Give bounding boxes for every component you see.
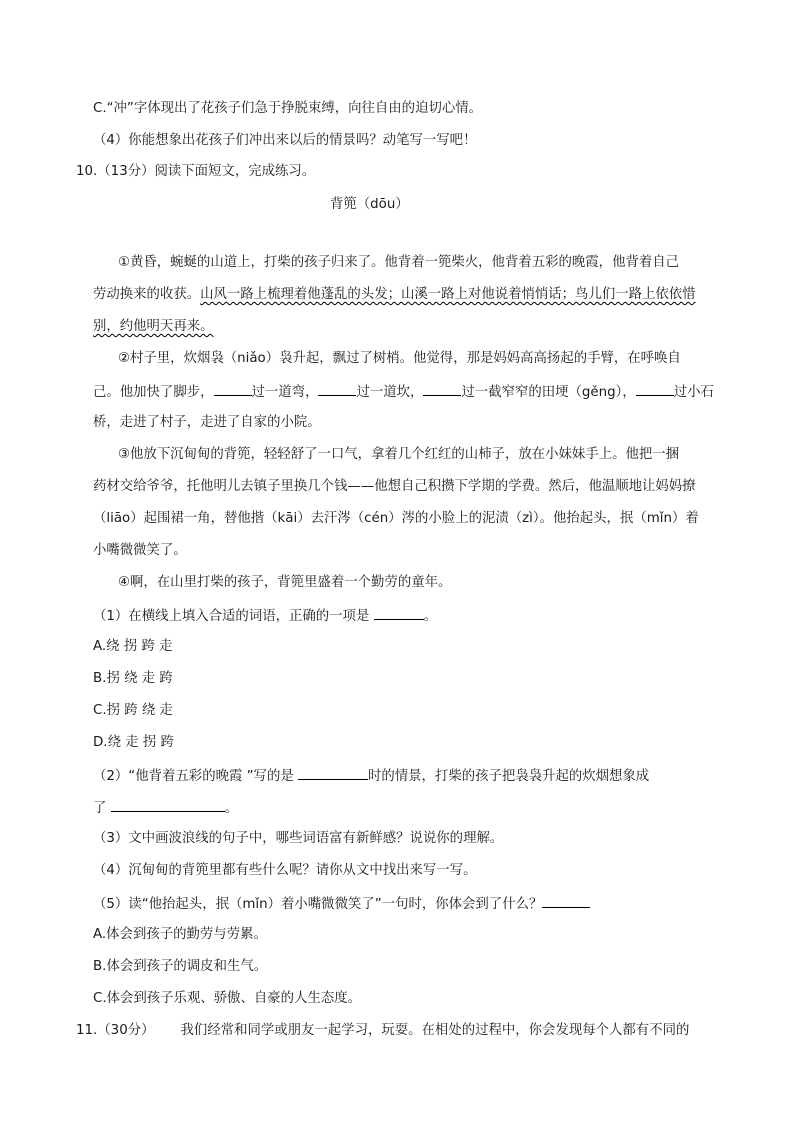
subquestion-2-line-2 bbox=[93, 798, 238, 818]
fill-blank-4[interactable] bbox=[636, 382, 674, 396]
q11-header bbox=[76, 1022, 689, 1040]
plain-text: （5）读“他抬起头，抿（mǐn）着小嘴微微笑了”一句时，你体会到了什么？ bbox=[93, 897, 543, 912]
q9-option-c: C.“冲”字体现出了花孩子们急于挣脱束缚，向往自由的迫切心情。 bbox=[93, 101, 483, 116]
q9-subquestion-4: （4）你能想象出花孩子们冲出来以后的情景吗？动笔写一写吧！ bbox=[93, 133, 477, 148]
answer-blank[interactable] bbox=[374, 606, 424, 620]
fill-blank-3[interactable] bbox=[423, 382, 461, 396]
plain-text: 。 bbox=[423, 609, 437, 624]
subquestion-1-option-d: D.绕 走 拐 跨 bbox=[93, 735, 174, 750]
fill-blank-1[interactable] bbox=[214, 382, 252, 396]
question-text: 我们经常和同学或朋友一起学习，玩耍。在相处的过程中，你会发现每个人都有不同的 bbox=[180, 1023, 690, 1038]
subquestion-2-line-1 bbox=[93, 766, 649, 786]
subquestion-1-option-c: C.拐 跨 绕 走 bbox=[93, 703, 173, 718]
question-instruction: 阅读下面短文，完成练习。 bbox=[154, 164, 316, 179]
plain-text: 时的情景，打柴的孩子把袅袅升起的炊烟想象成 bbox=[367, 769, 650, 784]
passage-paragraph-1-line-3 bbox=[93, 318, 214, 336]
subquestion-5-option-b: B.体会到孩子的调皮和生气。 bbox=[93, 959, 268, 974]
q10-header bbox=[76, 163, 315, 181]
plain-text: 。 bbox=[224, 801, 239, 816]
passage-paragraph-4: ④啊，在山里打柴的孩子，背篼里盛着一个勤劳的童年。 bbox=[118, 575, 452, 590]
subquestion-5-option-a: A.体会到孩子的勤劳与劳累。 bbox=[93, 927, 267, 942]
subquestion-5 bbox=[93, 894, 590, 914]
plain-text: 过一道弯， bbox=[251, 385, 319, 400]
fill-blank-2[interactable] bbox=[318, 382, 356, 396]
answer-blank[interactable] bbox=[111, 798, 225, 812]
plain-text: 劳动换来的收获。 bbox=[93, 287, 201, 302]
wavy-underlined-sentence: 山风一路上梳理着他蓬乱的头发；山溪一路上对他说着悄悄话；鸟儿们一路上依依惜 bbox=[200, 287, 696, 302]
subquestion-3: （3）文中画波浪线的句子中，哪些词语富有新鲜感？说说你的理解。 bbox=[93, 831, 504, 846]
answer-blank[interactable] bbox=[298, 766, 368, 780]
passage-paragraph-1-line-1: ①黄昏，蜿蜒的山道上，打柴的孩子归来了。他背着一篼柴火，他背着五彩的晚霞，他背着自己 bbox=[118, 255, 680, 270]
question-points: （13分） bbox=[97, 164, 155, 179]
subquestion-1 bbox=[93, 606, 437, 626]
plain-text: 过一截窄窄的田埂（gěng）， bbox=[461, 385, 636, 400]
wavy-underlined-sentence-end: 别，约他明天再来。 bbox=[93, 319, 214, 334]
passage-paragraph-3-line-2: 药材交给爷爷，托他明儿去镇子里换几个钱——他想自己积攒下学期的学费。然后，他温顺地让妈妈撩 bbox=[93, 479, 696, 494]
passage-paragraph-1-line-2 bbox=[93, 286, 696, 304]
passage-title: 背篼（dōu） bbox=[330, 197, 409, 212]
question-number: 10. bbox=[76, 164, 98, 179]
plain-text: （2）“他背着五彩的晚霞 ”写的是 bbox=[93, 769, 298, 784]
passage-paragraph-3-line-4: 小嘴微微笑了。 bbox=[93, 543, 187, 558]
subquestion-5-option-c: C.体会到孩子乐观、骄傲、自豪的人生态度。 bbox=[93, 991, 362, 1006]
answer-blank[interactable] bbox=[542, 894, 590, 908]
subquestion-1-option-b: B.拐 绕 走 跨 bbox=[93, 671, 173, 686]
question-points: （30分） bbox=[97, 1023, 155, 1038]
question-number: 11. bbox=[76, 1023, 98, 1038]
passage-paragraph-2-line-2 bbox=[93, 382, 714, 402]
passage-paragraph-3-line-3: （liāo）起围裙一角，替他揩（kāi）去汗涔（cén）涔的小脸上的泥渍（zì）。他抬起头，抿（mǐn）着 bbox=[93, 511, 699, 526]
plain-text: 过一道坎， bbox=[356, 385, 424, 400]
subquestion-4: （4）沉甸甸的背篼里都有些什么呢？请你从文中找出来写一写。 bbox=[93, 863, 477, 878]
plain-text: （1）在横线上填入合适的词语，正确的一项是 bbox=[93, 609, 374, 624]
plain-text: 了 bbox=[93, 801, 111, 816]
passage-paragraph-2-line-3: 桥，走进了村子，走进了自家的小院。 bbox=[93, 415, 321, 430]
plain-text: 己。他加快了脚步， bbox=[93, 385, 214, 400]
plain-text: 过小石 bbox=[673, 385, 714, 400]
passage-paragraph-2-line-1: ②村子里，炊烟袅（niǎo）袅升起，飘过了树梢。他觉得，那是妈妈高高扬起的手臂，在呼唤自 bbox=[118, 351, 681, 366]
subquestion-1-option-a: A.绕 拐 跨 走 bbox=[93, 639, 173, 654]
passage-paragraph-3-line-1: ③他放下沉甸甸的背篼，轻轻舒了一口气，拿着几个红红的山柿子，放在小妹妹手上。他把一捆 bbox=[118, 447, 680, 462]
